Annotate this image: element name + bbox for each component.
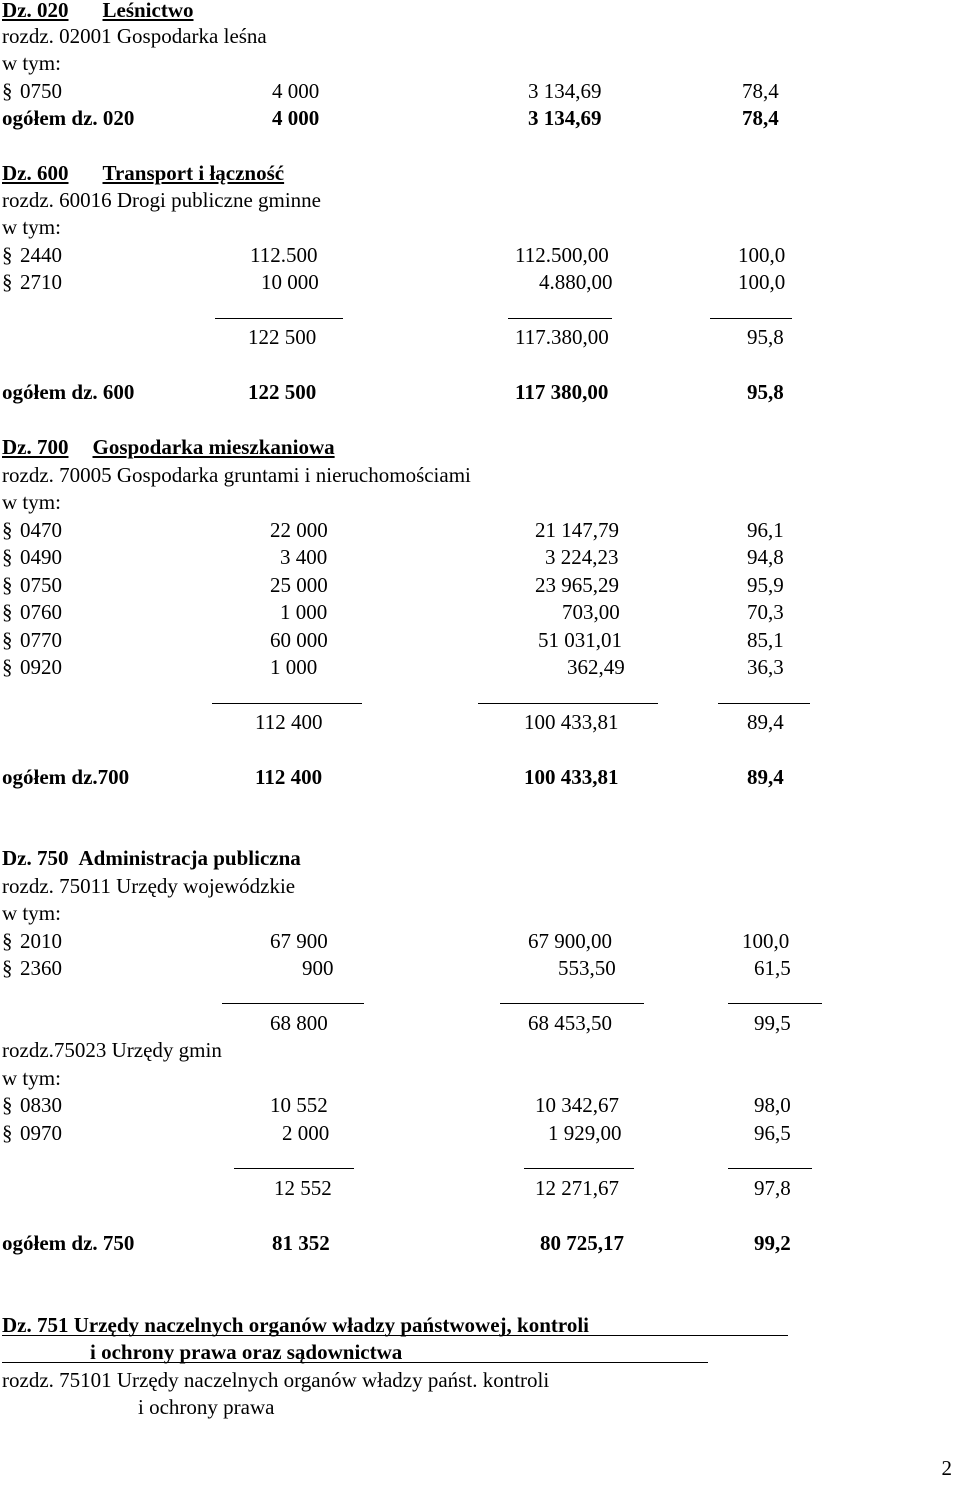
total-label: ogółem dz. 750 (2, 1231, 135, 1255)
row-exec: 3 134,69 (528, 79, 602, 103)
paragraph-icon: § (2, 270, 13, 294)
section-heading-750 (2, 844, 301, 872)
table-row (2, 653, 902, 681)
row-pct: 85,1 (747, 628, 784, 652)
section-heading-751-cont: i ochrony prawa oraz sądownictwa (90, 1340, 403, 1364)
dz-number: Dz. 600 (2, 161, 69, 185)
table-row (2, 927, 902, 955)
dz-number: Dz. 750 (2, 846, 69, 870)
rozdz-label: rozdz. 75011 Urzędy wojewódzkie (2, 874, 296, 898)
row-exec: 3 224,23 (545, 545, 619, 569)
subtotal-exec: 100 433,81 (524, 710, 619, 734)
rozdz-label: rozdz. 75101 Urzędy naczelnych organów władzy państ. kontroli (2, 1368, 550, 1392)
paragraph-icon: § (2, 243, 13, 267)
row-pct: 78,4 (742, 79, 779, 103)
total-plan: 122 500 (248, 380, 317, 404)
heading-underline (2, 1362, 708, 1363)
row-pct: 95,9 (747, 573, 784, 597)
sum-rule (212, 703, 362, 704)
row-code: 0760 (20, 600, 62, 624)
paragraph-icon: § (2, 1093, 13, 1117)
total-plan: 112 400 (255, 765, 323, 789)
subtotal-exec: 68 453,50 (528, 1011, 612, 1035)
dz-name: Leśnictwo (102, 0, 194, 22)
row-plan: 67 900 (270, 929, 328, 953)
row-code: 2360 (20, 956, 62, 980)
table-row (2, 516, 902, 544)
paragraph-icon: § (2, 1121, 13, 1145)
row-pct: 100,0 (738, 270, 786, 294)
total-row (2, 104, 902, 132)
total-row (2, 1229, 902, 1257)
subtotal-plan: 12 552 (274, 1176, 332, 1200)
subtotal-exec: 12 271,67 (535, 1176, 619, 1200)
row-exec: 1 929,00 (548, 1121, 622, 1145)
row-exec: 112.500,00 (515, 243, 609, 267)
total-exec: 80 725,17 (540, 1231, 624, 1255)
sum-rule (478, 703, 658, 704)
table-row (2, 571, 902, 599)
subtotal-plan: 112 400 (255, 710, 323, 734)
row-exec: 23 965,29 (535, 573, 619, 597)
rozdz-label: rozdz. 70005 Gospodarka gruntami i nieruchomościami (2, 463, 471, 487)
row-exec: 21 147,79 (535, 518, 619, 542)
wtym-label: w tym: (2, 215, 61, 239)
row-exec: 51 031,01 (538, 628, 622, 652)
row-plan: 22 000 (270, 518, 328, 542)
row-code: 0470 (20, 518, 62, 542)
paragraph-icon: § (2, 929, 13, 953)
row-code: 0490 (20, 545, 62, 569)
table-row (2, 543, 902, 571)
section-heading-020 (2, 0, 194, 24)
paragraph-icon: § (2, 79, 13, 103)
sum-rule (524, 1168, 634, 1169)
total-row (2, 763, 902, 791)
row-pct: 98,0 (754, 1093, 791, 1117)
row-code: 0770 (20, 628, 62, 652)
row-code: 2440 (20, 243, 62, 267)
table-row (2, 626, 902, 654)
row-pct: 100,0 (742, 929, 790, 953)
row-code: 2010 (20, 929, 62, 953)
paragraph-icon: § (2, 545, 13, 569)
wtym-label: w tym: (2, 51, 61, 75)
section-heading-751: Dz. 751 Urzędy naczelnych organów władzy państwowej, kontroli (2, 1313, 589, 1337)
row-plan: 3 400 (280, 545, 328, 569)
row-plan: 10 000 (261, 270, 319, 294)
row-exec: 362,49 (567, 655, 625, 679)
subtotal-row (2, 708, 902, 736)
total-exec: 100 433,81 (524, 765, 619, 789)
wtym-label: w tym: (2, 1066, 61, 1090)
paragraph-icon: § (2, 655, 13, 679)
row-exec: 703,00 (562, 600, 620, 624)
dz-name: Transport i łączność (102, 161, 285, 185)
table-row (2, 1119, 902, 1147)
subtotal-exec: 117.380,00 (515, 325, 609, 349)
subtotal-row (2, 323, 902, 351)
subtotal-pct: 89,4 (747, 710, 784, 734)
row-pct: 36,3 (747, 655, 784, 679)
total-label: ogółem dz.700 (2, 765, 130, 789)
row-plan: 25 000 (270, 573, 328, 597)
dz-number: Dz. 020 (2, 0, 69, 22)
total-label: ogółem dz. 020 (2, 106, 135, 130)
row-code: 0920 (20, 655, 62, 679)
section-heading-700 (2, 433, 335, 461)
paragraph-icon: § (2, 600, 13, 624)
row-plan: 1 000 (270, 655, 318, 679)
wtym-label: w tym: (2, 490, 61, 514)
rozdz-label-cont: i ochrony prawa (138, 1395, 275, 1419)
row-code: 0750 (20, 79, 62, 103)
sum-rule (710, 318, 792, 319)
row-pct: 96,1 (747, 518, 784, 542)
sum-rule (234, 1168, 354, 1169)
total-plan: 4 000 (272, 106, 320, 130)
subtotal-pct: 97,8 (754, 1176, 791, 1200)
subtotal-pct: 95,8 (747, 325, 784, 349)
row-exec: 10 342,67 (535, 1093, 619, 1117)
row-plan: 10 552 (270, 1093, 328, 1117)
sum-rule (508, 318, 612, 319)
table-row (2, 598, 902, 626)
wtym-label: w tym: (2, 901, 61, 925)
subtotal-row (2, 1174, 902, 1202)
row-plan: 900 (302, 956, 334, 980)
subtotal-plan: 68 800 (270, 1011, 328, 1035)
total-plan: 81 352 (272, 1231, 330, 1255)
dz-number: Dz. 700 (2, 435, 69, 459)
paragraph-icon: § (2, 573, 13, 597)
total-exec: 117 380,00 (515, 380, 609, 404)
sum-rule (718, 703, 810, 704)
table-row (2, 1091, 902, 1119)
table-row (2, 954, 902, 982)
table-row (2, 268, 902, 296)
row-plan: 4 000 (272, 79, 320, 103)
row-pct: 61,5 (754, 956, 791, 980)
sum-rule (728, 1003, 822, 1004)
row-plan: 112.500 (250, 243, 318, 267)
subtotal-row (2, 1009, 902, 1037)
row-pct: 100,0 (738, 243, 786, 267)
total-pct: 78,4 (742, 106, 779, 130)
subtotal-pct: 99,5 (754, 1011, 791, 1035)
row-exec: 553,50 (558, 956, 616, 980)
section-heading-600 (2, 159, 284, 187)
total-pct: 99,2 (754, 1231, 791, 1255)
sum-rule (728, 1168, 812, 1169)
table-row (2, 241, 902, 269)
row-exec: 67 900,00 (528, 929, 612, 953)
table-row (2, 77, 902, 105)
row-code: 2710 (20, 270, 62, 294)
paragraph-icon: § (2, 956, 13, 980)
rozdz-label: rozdz.75023 Urzędy gmin (2, 1038, 222, 1062)
sum-rule (222, 1003, 364, 1004)
dz-name: Gospodarka mieszkaniowa (92, 435, 335, 459)
page-number: 2 (941, 1456, 952, 1480)
row-code: 0970 (20, 1121, 62, 1145)
row-plan: 60 000 (270, 628, 328, 652)
row-pct: 70,3 (747, 600, 784, 624)
row-pct: 96,5 (754, 1121, 791, 1145)
total-label: ogółem dz. 600 (2, 380, 135, 404)
rozdz-label: rozdz. 60016 Drogi publiczne gminne (2, 188, 321, 212)
sum-rule (500, 1003, 644, 1004)
dz-name: Administracja publiczna (78, 846, 301, 870)
total-exec: 3 134,69 (528, 106, 602, 130)
total-pct: 95,8 (747, 380, 784, 404)
sum-rule (215, 318, 343, 319)
subtotal-plan: 122 500 (248, 325, 317, 349)
row-plan: 2 000 (282, 1121, 330, 1145)
total-row (2, 378, 902, 406)
row-plan: 1 000 (280, 600, 328, 624)
paragraph-icon: § (2, 518, 13, 542)
row-exec: 4.880,00 (539, 270, 613, 294)
row-pct: 94,8 (747, 545, 784, 569)
paragraph-icon: § (2, 628, 13, 652)
row-code: 0750 (20, 573, 62, 597)
heading-underline (2, 1335, 788, 1336)
total-pct: 89,4 (747, 765, 784, 789)
rozdz-label: rozdz. 02001 Gospodarka leśna (2, 24, 267, 48)
row-code: 0830 (20, 1093, 62, 1117)
